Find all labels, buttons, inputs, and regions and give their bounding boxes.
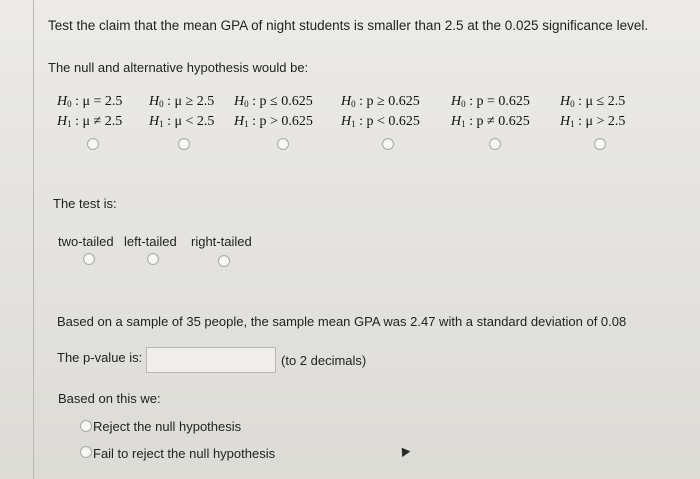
radio-reject[interactable] [80,420,92,432]
decision-option-label: Fail to reject the null hypothesis [93,446,276,461]
radio-left-tailed[interactable] [147,253,159,265]
pvalue-label: The p-value is: [57,350,143,365]
h1-label: μ > 2.5 [585,114,626,129]
hypothesis-prompt: The null and alternative hypothesis would be: [48,60,309,75]
question-page: Test the claim that the mean GPA of night students is smaller than 2.5 at the 0.025 significance level. The null and alternative hypothesis would be: $H_0$ : μ = 2.5 $H_1$ : μ ≠ 2.5 $H_0$ : μ ≥ 2.5 $H_1$ : μ < 2.5 $H_0$ : p ≤ 0.625 $H_1$ : p > 0.625 $H_0$ : p ≥ 0.625 $H_1$ : p < 0.625 $H_0$ : p = 0.625 $H_1$ : p ≠ 0.625 $H_0$ : μ ≤ 2.5 $H_1$ : μ > 2.5 The test is: two-tailed left-tailed right-tailed Based on a sample of 35 people, the sample mean GPA was 2.47 with a standard deviation of 0.08 The p-value is: (to 2 decimals) Based on this we: Reject the null hypothesis Fail to reject the null hypothesis [0,0,700,479]
h1-label: p ≠ 0.625 [476,114,530,129]
test-option-label: two-tailed [58,234,114,249]
h1-label: μ ≠ 2.5 [82,114,123,129]
radio-hypothesis-1[interactable] [87,138,99,150]
radio-hypothesis-3[interactable] [277,138,289,150]
h0-label: p = 0.625 [476,94,530,109]
test-option-label: left-tailed [124,234,177,249]
pvalue-hint: (to 2 decimals) [281,353,367,368]
h1-label: μ < 2.5 [174,114,215,129]
h0-label: μ ≥ 2.5 [174,94,215,109]
radio-hypothesis-6[interactable] [594,138,606,150]
radio-hypothesis-5[interactable] [489,138,501,150]
pvalue-input[interactable] [146,347,276,373]
radio-right-tailed[interactable] [218,255,230,267]
h1-label: p < 0.625 [366,114,420,129]
h0-label: μ = 2.5 [82,94,123,109]
h0-label: p ≥ 0.625 [366,94,420,109]
radio-hypothesis-2[interactable] [178,138,190,150]
decision-option-label: Reject the null hypothesis [93,419,242,434]
h0-label: μ ≤ 2.5 [585,94,626,109]
test-prompt: The test is: [53,196,117,211]
question-text: Test the claim that the mean GPA of night students is smaller than 2.5 at the 0.025 significance level. [48,18,649,33]
decision-prompt: Based on this we: [58,391,161,406]
test-option-label: right-tailed [191,234,252,249]
h0-label: p ≤ 0.625 [259,94,313,109]
h1-label: p > 0.625 [259,114,313,129]
radio-hypothesis-4[interactable] [382,138,394,150]
radio-fail-to-reject[interactable] [80,446,92,458]
sample-description: Based on a sample of 35 people, the sample mean GPA was 2.47 with a standard deviation of 0.08 [57,314,627,329]
radio-two-tailed[interactable] [83,253,95,265]
